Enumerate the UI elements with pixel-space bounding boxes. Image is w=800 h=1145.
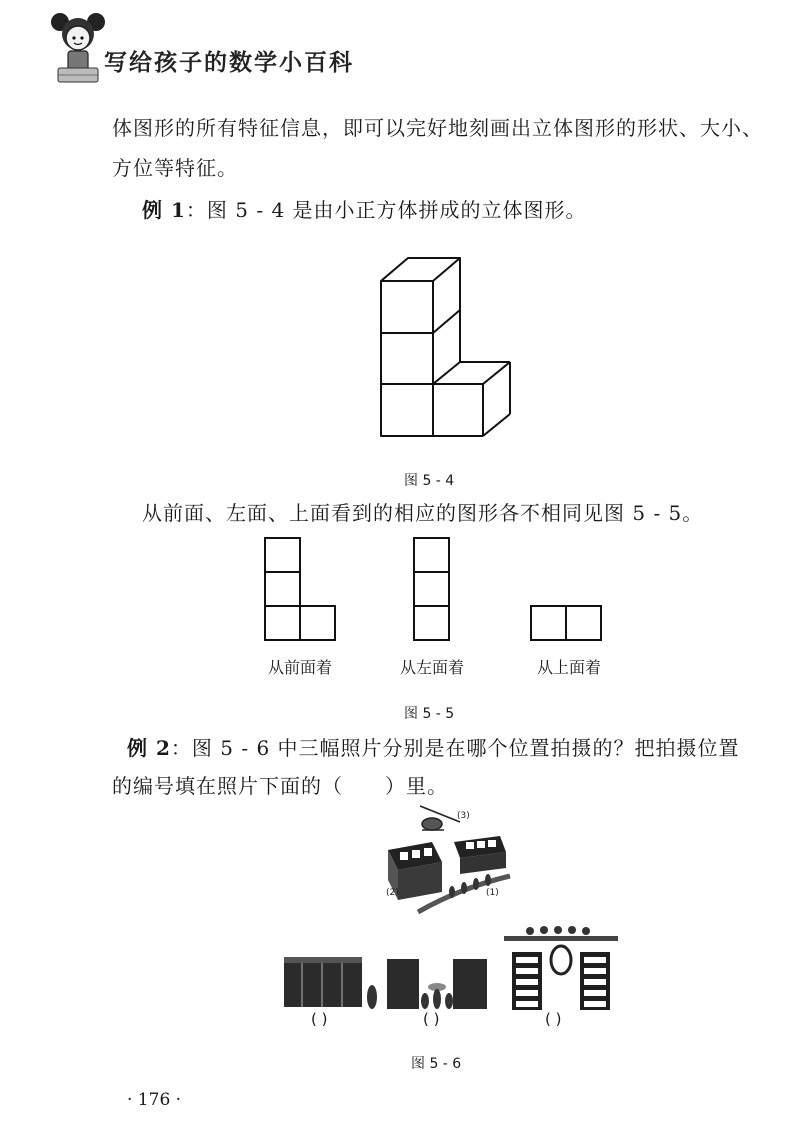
answer-paren: ( ) <box>545 1010 562 1028</box>
photo-2 <box>385 957 490 1012</box>
answer-paren: ( ) <box>311 1010 328 1028</box>
example-1 <box>142 192 587 228</box>
header-title: 写给孩子的数学小百科 <box>104 50 354 76</box>
scene-label: (2) <box>386 888 399 898</box>
example-2 <box>127 730 740 766</box>
scene-label: (3) <box>457 811 470 821</box>
figure-caption: 图 5 - 6 <box>411 1056 462 1072</box>
left-view-figure <box>413 537 450 641</box>
example-2-text: ：图 5 - 6 中三幅照片分别是在哪个位置拍摄的？把拍摄位置 <box>170 736 740 760</box>
figure-5-4-solid <box>370 250 520 445</box>
example-2-line2: 的编号填在照片下面的（ ）里。 <box>112 774 448 798</box>
front-view-label: 从前面着 <box>268 658 333 677</box>
views-sentence: 从前面、左面、上面看到的相应的图形各不相同见图 5 - 5。 <box>142 501 704 525</box>
figure-5-6-scene <box>380 800 520 918</box>
paragraph-line: 体图形的所有特征信息，即可以完好地刻画出立体图形的形状、大小、 <box>112 116 763 140</box>
photo-1 <box>282 955 382 1010</box>
figure-caption: 图 5 - 4 <box>404 473 455 489</box>
answer-paren: ( ) <box>423 1010 440 1028</box>
top-view-figure <box>530 605 602 641</box>
page-header <box>0 0 800 100</box>
front-view-figure <box>264 537 336 641</box>
photo-3 <box>500 922 622 1014</box>
example-1-text: ：图 5 - 4 是由小正方体拼成的立体图形。 <box>185 198 587 222</box>
example-2-label: 例 2 <box>127 736 171 760</box>
left-view-label: 从左面着 <box>400 658 465 677</box>
top-view-label: 从上面着 <box>537 658 602 677</box>
scene-label: (1) <box>486 888 499 898</box>
figure-caption: 图 5 - 5 <box>404 706 455 722</box>
girl-mascot-icon <box>50 8 106 86</box>
paragraph-line: 方位等特征。 <box>112 156 238 180</box>
example-1-label: 例 1 <box>142 198 186 222</box>
page-number: · 176 · <box>127 1090 182 1110</box>
